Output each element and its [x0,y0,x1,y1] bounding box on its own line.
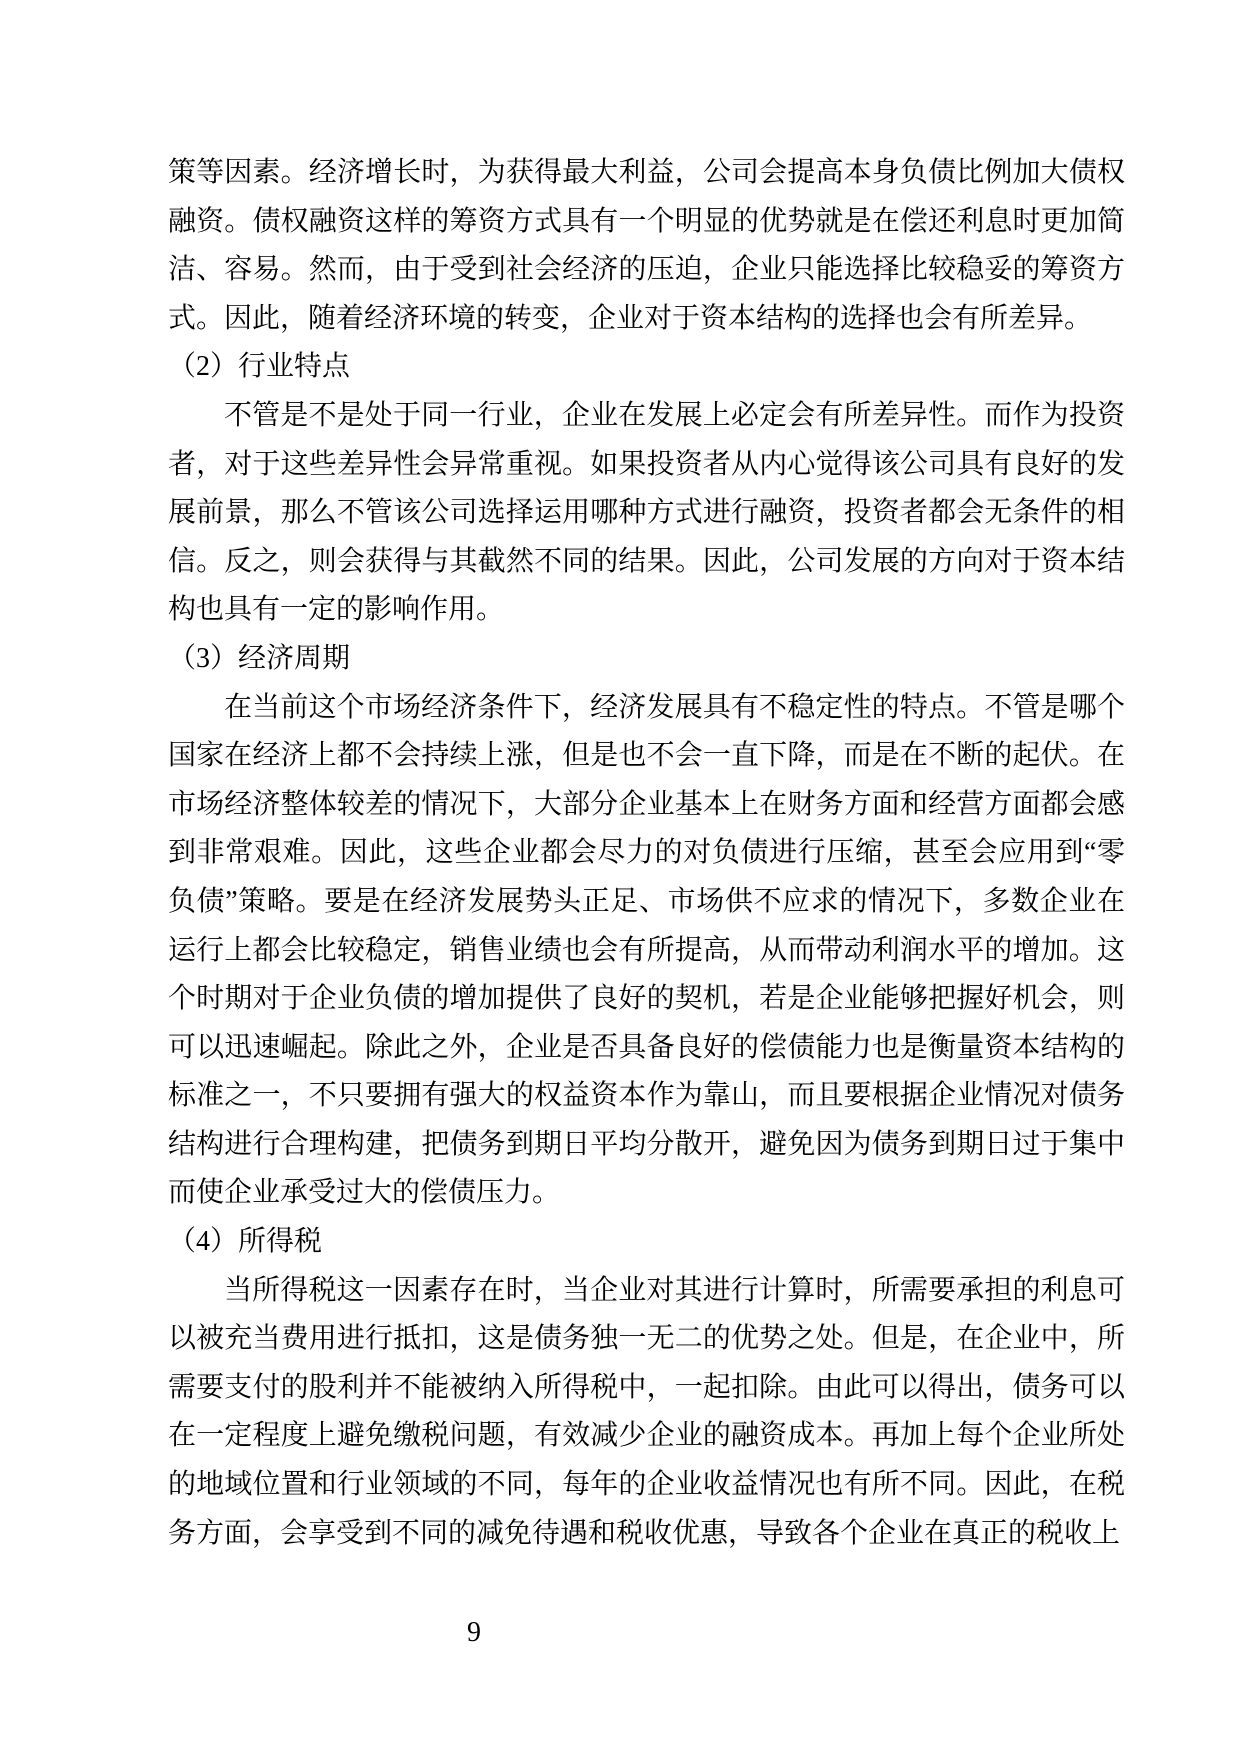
paragraph-economic-cycle: 在当前这个市场经济条件下，经济发展具有不稳定性的特点。不管是哪个国家在经济上都不会持续上涨，但是也不会一直下降，而是在不断的起伏。在市场经济整体较差的情况下，大部分企业基本上在财务方面和经营方面都会感到非常艰难。因此，这些企业都会尽力的对负债进行压缩，甚至会应用到“零负债”策略。要是在经济发展势头正足、市场供不应求的情况下，多数企业在运行上都会比较稳定，销售业绩也会有所提高，从而带动利润水平的增加。这个时期对于企业负债的增加提供了良好的契机，若是企业能够把握好机会，则可以迅速崛起。除此之外，企业是否具备良好的偿债能力也是衡量资本结构的标准之一，不只要拥有强大的权益资本作为靠山，而且要根据企业情况对债务结构进行合理构建，把债务到期日平均分散开，避免因为债务到期日过于集中而使企业承受过大的偿债压力。 [168,691,1125,1209]
page-number-footer: 9 [467,1617,481,1648]
section-heading-income-tax: （4）所得税 [168,1226,323,1258]
section-heading-economic-cycle: （3）经济周期 [168,642,351,674]
page-text-block [168,149,1125,1558]
section-heading-industry-characteristics: （2）行业特点 [168,351,351,383]
paragraph-continued: 策等因素。经济增长时，为获得最大利益，公司会提高本身负债比例加大债权融资。债权融资这样的筹资方式具有一个明显的优势就是在偿还利息时更加简洁、容易。然而，由于受到社会经济的压迫，企业只能选择比较稳妥的筹资方式。因此，随着经济环境的转变，企业对于资本结构的选择也会有所差异。 [168,157,1125,334]
paragraph-industry-characteristics: 不管是不是处于同一行业，企业在发展上必定会有所差异性。而作为投资者，对于这些差异性会异常重视。如果投资者从内心觉得该公司具有良好的发展前景，那么不管该公司选择运用哪种方式进行融资，投资者都会无条件的相信。反之，则会获得与其截然不同的结果。因此，公司发展的方向对于资本结构也具有一定的影响作用。 [168,399,1125,626]
paragraph-income-tax: 当所得税这一因素存在时，当企业对其进行计算时，所需要承担的利息可以被充当费用进行抵扣，这是债务独一无二的优势之处。但是，在企业中，所需要支付的股利并不能被纳入所得税中，一起扣除。由此可以得出，债务可以在一定程度上避免缴税问题，有效减少企业的融资成本。再加上每个企业所处的地域位置和行业领域的不同，每年的企业收益情况也有所不同。因此，在税务方面，会享受到不同的减免待遇和税收优惠，导致各个企业在真正的税收上 [168,1274,1125,1549]
